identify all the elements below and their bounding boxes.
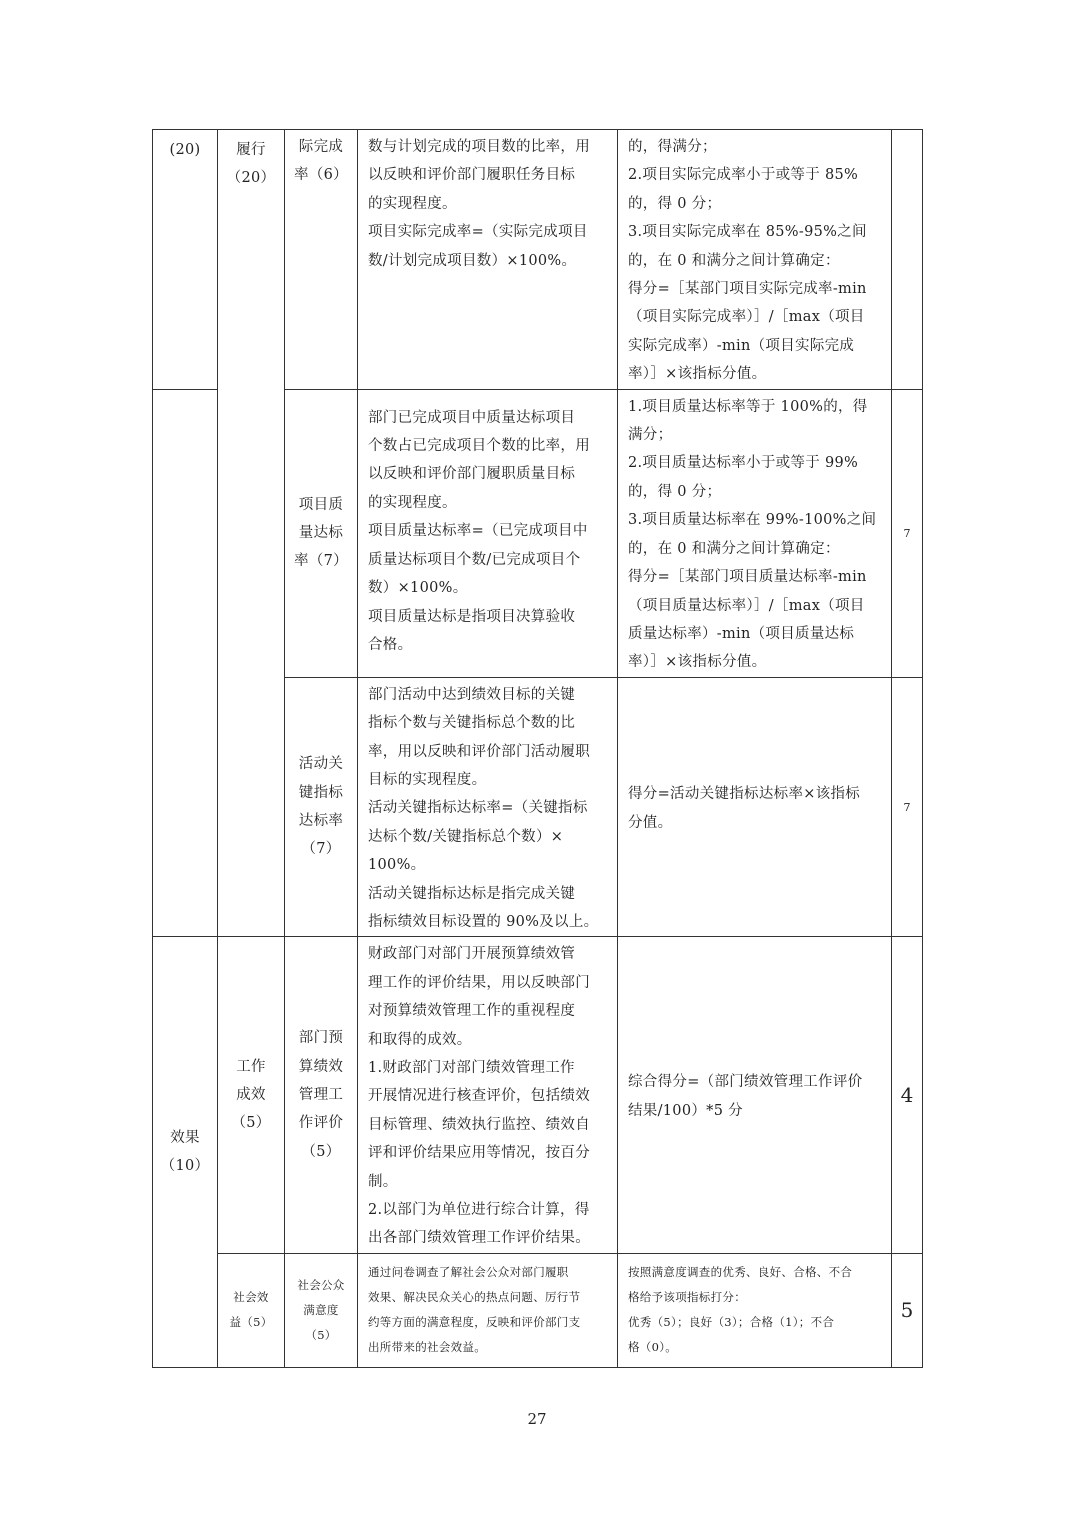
level1-cell: (20) [153, 130, 218, 390]
level3-cell: 项目质 量达标 率（7） [285, 389, 358, 677]
score-cell: 7 [892, 677, 923, 937]
description-cell: 通过问卷调查了解社会公众对部门履职 效果、解决民众关心的热点问题、厉行节 约等方面的满意程度，反映和评价部门支 出所带来的社会效益。 [358, 1253, 618, 1367]
rule-cell: 的，得满分； 2.项目实际完成率小于或等于 85% 的，得 0 分； 3.项目实际完成率在 85%-95%之间 的，在 0 和满分之间计算确定： 得分=［某部门项目实际完成率-min （项目实际完成率）］/［max（项目 实际完成率）-min（项目实际完成 率）］×该指标分值。 [618, 130, 892, 390]
score-cell: 7 [892, 389, 923, 677]
level1-cell: 效果 （10） [153, 937, 218, 1367]
indicator-table [152, 129, 923, 1368]
rule-cell: 按照满意度调查的优秀、良好、合格、不合 格给予该项指标打分： 优秀（5）；良好（3）；合格（1）；不合 格（0）。 [618, 1253, 892, 1367]
score-cell: 5 [892, 1253, 923, 1367]
level3-cell: 部门预 算绩效 管理工 作评价 （5） [285, 937, 358, 1253]
level1-cell-empty [153, 677, 218, 937]
score-cell [892, 130, 923, 390]
rule-cell: 1.项目质量达标率等于 100%的，得 满分； 2.项目质量达标率小于或等于 99% 的，得 0 分； 3.项目质量达标率在 99%-100%之间 的，在 0 和满分之间计算确定： 得分=［某部门项目质量达标率-min （项目质量达标率）］/［max（项目 质量达标率）-min（项目质量达标 率）］×该指标分值。 [618, 389, 892, 677]
rule-cell: 综合得分=（部门绩效管理工作评价 结果/100）*5 分 [618, 937, 892, 1253]
level2-cell: 工作 成效 （5） [218, 937, 285, 1253]
level2-cell: 社会效 益（5） [218, 1253, 285, 1367]
page-number: 27 [527, 1410, 547, 1428]
table-row [153, 130, 923, 390]
level3-cell: 社会公众 满意度 （5） [285, 1253, 358, 1367]
description-cell: 部门活动中达到绩效目标的关键 指标个数与关键指标总个数的比 率，用以反映和评价部门活动履职 目标的实现程度。 活动关键指标达标率=（关键指标 达标个数/关键指标总个数）× 100%。 活动关键指标达标是指完成关键 指标绩效目标设置的 90%及以上。 [358, 677, 618, 937]
description-cell: 数与计划完成的项目数的比率，用 以反映和评价部门履职任务目标 的实现程度。 项目实际完成率=（实际完成项目 数/计划完成项目数）×100%。 [358, 130, 618, 390]
level2-cell: 履行 （20） [218, 130, 285, 937]
score-cell: 4 [892, 937, 923, 1253]
table-row [153, 1253, 923, 1367]
level1-cell-empty [153, 389, 218, 677]
rule-cell: 得分=活动关键指标达标率×该指标 分值。 [618, 677, 892, 937]
level3-cell: 活动关 键指标 达标率 （7） [285, 677, 358, 937]
table-row [153, 937, 923, 1253]
description-cell: 部门已完成项目中质量达标项目 个数占已完成项目个数的比率，用 以反映和评价部门履职质量目标 的实现程度。 项目质量达标率=（已完成项目中 质量达标项目个数/已完成项目个 数）×100%。 项目质量达标是指项目决算验收 合格。 [358, 389, 618, 677]
description-cell: 财政部门对部门开展预算绩效管 理工作的评价结果，用以反映部门 对预算绩效管理工作的重视程度 和取得的成效。 1.财政部门对部门绩效管理工作 开展情况进行核查评价，包括绩效 目标管理、绩效执行监控、绩效自 评和评价结果应用等情况，按百分 制。 2.以部门为单位进行综合计算，得 出各部门绩效管理工作评价结果。 [358, 937, 618, 1253]
level3-cell: 际完成 率（6） [285, 130, 358, 390]
